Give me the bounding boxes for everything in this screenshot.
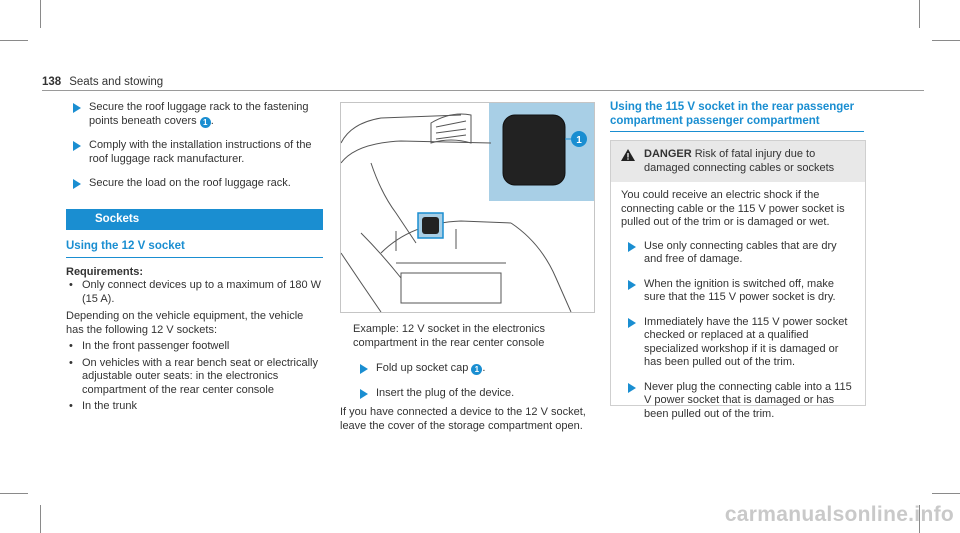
- danger-text: Risk of fatal injury due to damaged connecting cables or sockets: [644, 148, 835, 174]
- play-arrow-icon: [360, 389, 368, 399]
- socket-figure: [340, 102, 595, 313]
- step-text: Secure the load on the roof luggage rack.: [89, 177, 291, 189]
- middle-column: [340, 323, 593, 433]
- body-text: Depending on the vehicle equipment, the vehicle has the following 12 V sockets:: [66, 310, 304, 336]
- play-arrow-icon: [73, 141, 81, 151]
- danger-steps: [611, 240, 865, 422]
- page-number: 138: [42, 76, 62, 88]
- crop-mark: [932, 493, 960, 494]
- step-text: Never plug the connecting cable into a 115 V power socket that is damaged or has been pulled out of the trim.: [644, 380, 852, 420]
- crop-mark: [0, 40, 28, 41]
- step-text: Comply with the installation instructions of the roof luggage rack manufacturer.: [89, 139, 312, 165]
- step-end: .: [482, 362, 486, 374]
- instruction-step: [621, 381, 855, 422]
- socket-item: • On vehicles with a rear bench seat or electrically adjustable outer seats: in the electronics compartment of the rear center console: [66, 357, 323, 398]
- crop-mark: [932, 40, 960, 41]
- instruction-step: [621, 316, 855, 370]
- danger-label: DANGER: [644, 148, 692, 160]
- warning-icon: [621, 149, 635, 161]
- figure-caption: Example: 12 V socket in the electronics compartment in the rear center console: [353, 323, 545, 349]
- left-column: [66, 101, 323, 414]
- socket-item: • In the trunk: [66, 400, 323, 414]
- requirement-item: • Only connect devices up to a maximum of 180 W (15 A).: [66, 279, 323, 306]
- console-illustration: [341, 103, 594, 312]
- crop-mark: [40, 505, 41, 533]
- section-heading: Using the 115 V socket in the rear passenger compartment passenger compartment: [610, 101, 864, 132]
- play-arrow-icon: [628, 383, 636, 393]
- instruction-step: [621, 240, 855, 267]
- section-name: Seats and stowing: [69, 76, 164, 88]
- danger-header: [611, 141, 865, 182]
- play-arrow-icon: [628, 242, 636, 252]
- play-arrow-icon: [360, 364, 368, 374]
- danger-body: You could receive an electric shock if the connecting cable or the 115 V power socket is pulled out of the trim or is damaged or wet.: [621, 189, 845, 228]
- socket-item: • In the front passenger footwell: [66, 340, 323, 354]
- header-rule: [42, 90, 924, 91]
- instruction-step: [353, 387, 593, 401]
- step-text: Fold up socket cap: [376, 362, 469, 374]
- section-title-bar: Sockets: [66, 209, 323, 231]
- requirements-label: Requirements:: [66, 265, 144, 278]
- play-arrow-icon: [73, 179, 81, 189]
- instruction-step: [66, 139, 323, 166]
- callout-badge: 1: [471, 364, 482, 375]
- instruction-step: [621, 278, 855, 305]
- step-text: Immediately have the 115 V power socket checked or replaced at a qualified specialized workshop if it is damaged or has been pulled out of the trim.: [644, 315, 848, 368]
- play-arrow-icon: [628, 318, 636, 328]
- page-header: [42, 76, 163, 88]
- step-text: Insert the plug of the device.: [376, 386, 515, 399]
- step-text: Secure the roof luggage rack to the fastening points beneath covers: [89, 101, 309, 127]
- crop-mark: [919, 0, 920, 28]
- instruction-step: [66, 101, 323, 128]
- play-arrow-icon: [73, 103, 81, 113]
- crop-mark: [40, 0, 41, 28]
- subheading: Using the 12 V socket: [66, 240, 323, 258]
- body-text: If you have connected a device to the 12 V socket, leave the cover of the storage compartment open.: [340, 406, 586, 432]
- watermark: carmanualsonline.info: [724, 503, 954, 526]
- instruction-step: [66, 177, 323, 191]
- crop-mark: [0, 493, 28, 494]
- callout-badge: 1: [200, 117, 211, 128]
- step-text: Use only connecting cables that are dry and free of damage.: [644, 239, 837, 265]
- danger-box: [610, 140, 866, 420]
- step-end: .: [210, 114, 214, 127]
- figure-callout: 1: [576, 135, 582, 146]
- instruction-step: [353, 362, 593, 376]
- step-text: When the ignition is switched off, make sure that the 115 V power socket is dry.: [644, 277, 836, 303]
- play-arrow-icon: [628, 280, 636, 290]
